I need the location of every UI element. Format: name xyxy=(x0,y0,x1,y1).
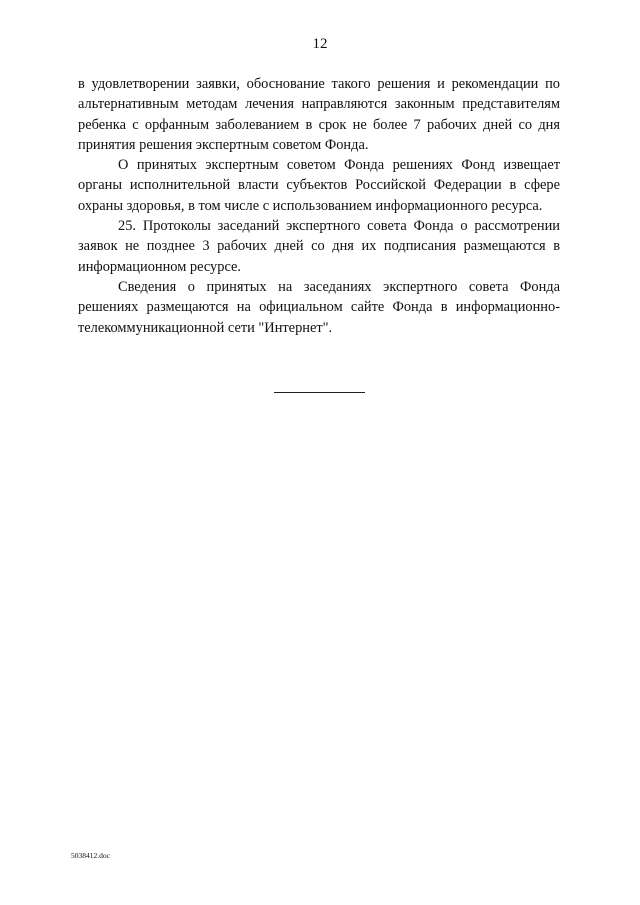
file-reference: 5038412.doc xyxy=(71,851,110,860)
paragraph-item-25: 25. Протоколы заседаний экспертного совета Фонда о рассмотрении заявок не позднее 3 рабочих дней со дня их подписания размещаются в информационном ресурсе. xyxy=(78,218,560,275)
page-number: 12 xyxy=(312,36,328,52)
document-body xyxy=(78,74,560,338)
paragraph-website-publication: Сведения о принятых на заседаниях экспертного совета Фонда решениях размещаются на официальном сайте Фонда в информационно-телекоммуникационной сети "Интернет". xyxy=(78,278,560,336)
paragraph-notification: О принятых экспертным советом Фонда решениях Фонд извещает органы исполнительной власти субъектов Российской Федерации в сфере охраны здоровья, в том числе с использованием информационного ресурса. xyxy=(78,157,560,214)
paragraph-continuation: в удовлетворении заявки, обоснование такого решения и рекомендации по альтернативным методам лечения направляются законным представителям ребенка с орфанным заболеванием в срок не более 7 рабочих дней со дня принятия решения экспертным советом Фонда. xyxy=(78,76,560,153)
end-divider xyxy=(274,392,365,393)
